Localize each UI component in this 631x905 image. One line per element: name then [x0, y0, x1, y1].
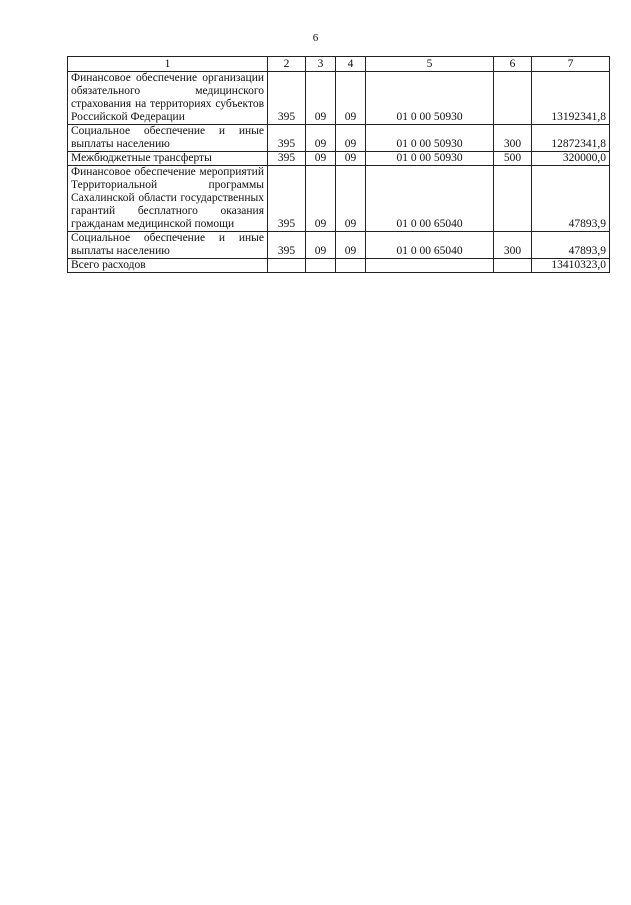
cell-expense-type: 500: [494, 152, 532, 166]
column-header: 6: [494, 57, 532, 72]
cell-expense-type: [494, 259, 532, 273]
cell-section: 09: [306, 152, 336, 166]
cell-expense-type: 300: [494, 232, 532, 259]
cell-grbs: 395: [268, 152, 306, 166]
cell-grbs: [268, 259, 306, 273]
row-name: Социальное обеспечение и иные выплаты населению: [68, 125, 268, 152]
column-header: 4: [336, 57, 366, 72]
cell-subsection: 09: [336, 152, 366, 166]
cell-target-article: 01 0 00 50930: [366, 72, 494, 125]
cell-grbs: 395: [268, 125, 306, 152]
cell-amount: 13192341,8: [532, 72, 610, 125]
table-row: [68, 166, 610, 232]
table-row: [68, 72, 610, 125]
cell-section: 09: [306, 166, 336, 232]
cell-amount: 47893,9: [532, 166, 610, 232]
row-name: Межбюджетные трансферты: [68, 152, 268, 166]
cell-grbs: 395: [268, 166, 306, 232]
cell-grbs: 395: [268, 72, 306, 125]
cell-expense-type: 300: [494, 125, 532, 152]
column-header: 7: [532, 57, 610, 72]
cell-amount: 13410323,0: [532, 259, 610, 273]
cell-expense-type: [494, 72, 532, 125]
cell-amount: 320000,0: [532, 152, 610, 166]
cell-section: 09: [306, 232, 336, 259]
row-name: Социальное обеспечение и иные выплаты населению: [68, 232, 268, 259]
cell-section: 09: [306, 72, 336, 125]
cell-subsection: 09: [336, 72, 366, 125]
column-header: 1: [68, 57, 268, 72]
cell-expense-type: [494, 166, 532, 232]
table-row-total: [68, 259, 610, 273]
cell-amount: 47893,9: [532, 232, 610, 259]
column-header: 2: [268, 57, 306, 72]
row-name: Всего расходов: [68, 259, 268, 273]
cell-target-article: [366, 259, 494, 273]
cell-section: 09: [306, 125, 336, 152]
cell-target-article: 01 0 00 65040: [366, 166, 494, 232]
cell-section: [306, 259, 336, 273]
cell-subsection: 09: [336, 125, 366, 152]
cell-amount: 12872341,8: [532, 125, 610, 152]
cell-target-article: 01 0 00 65040: [366, 232, 494, 259]
cell-grbs: 395: [268, 232, 306, 259]
table-row: [68, 125, 610, 152]
cell-target-article: 01 0 00 50930: [366, 125, 494, 152]
column-header: 3: [306, 57, 336, 72]
table-header-row: [68, 57, 610, 72]
expenditure-table: [67, 56, 610, 273]
row-name: Финансовое обеспечение мероприятий Территориальной программы Сахалинской области государственных гарантий бесплатного оказания гражданам медицинской помощи: [68, 166, 268, 232]
cell-subsection: 09: [336, 232, 366, 259]
table-row: [68, 232, 610, 259]
page-number: 6: [312, 32, 319, 44]
cell-subsection: [336, 259, 366, 273]
row-name: Финансовое обеспечение организации обязательного медицинского страхования на территориях субъектов Российской Федерации: [68, 72, 268, 125]
table-row: [68, 152, 610, 166]
cell-subsection: 09: [336, 166, 366, 232]
cell-target-article: 01 0 00 50930: [366, 152, 494, 166]
column-header: 5: [366, 57, 494, 72]
